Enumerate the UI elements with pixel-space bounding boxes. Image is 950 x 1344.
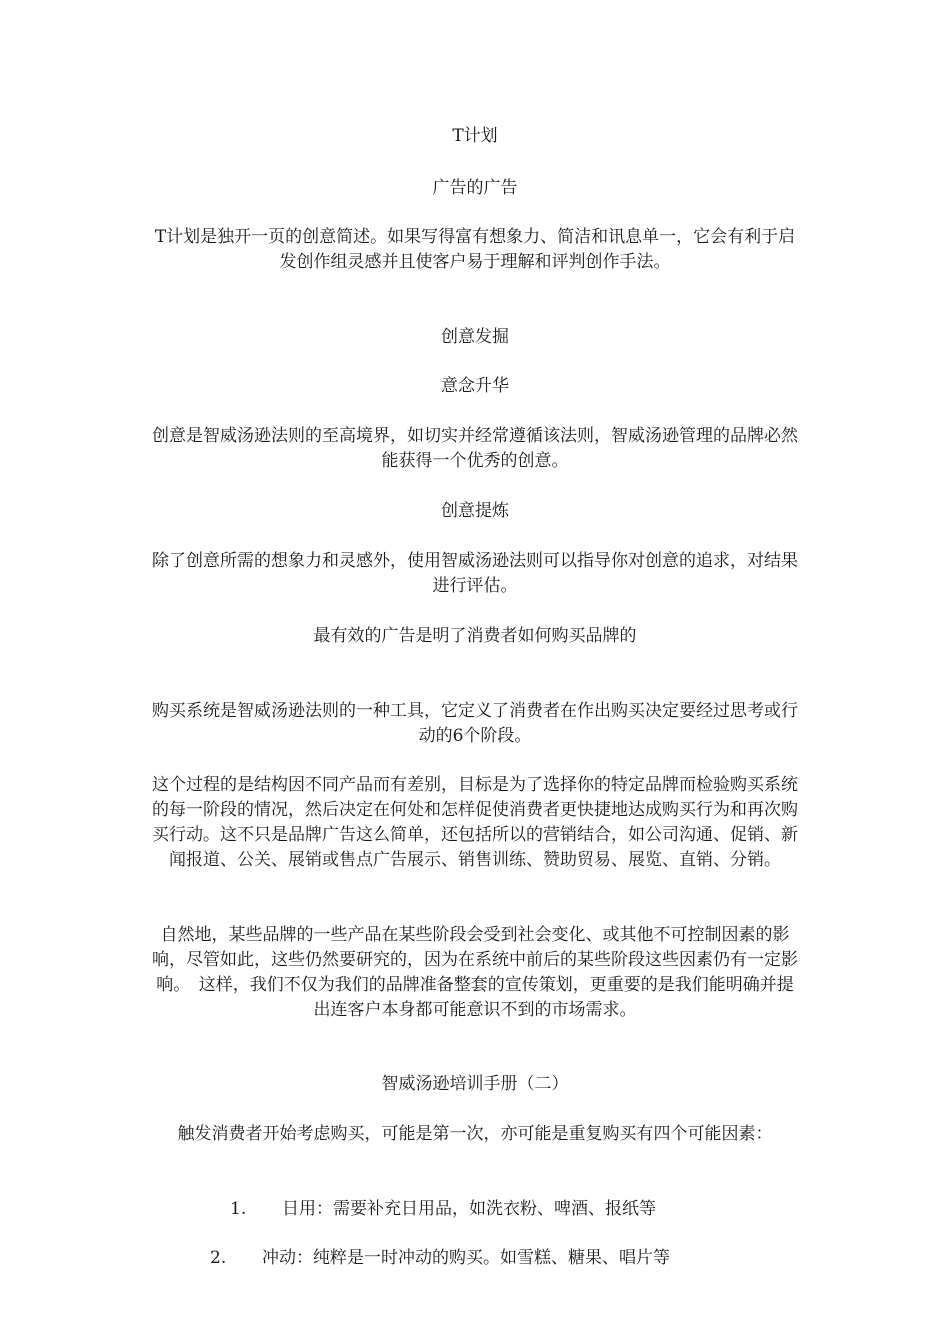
list-number: 1.	[230, 1199, 247, 1219]
intro-paragraph: T计划是独开一页的创意简述。如果写得富有想象力、简洁和讯息单一，它会有利于启发创作组灵感并且使客户易于理解和评判创作手法。	[154, 227, 796, 272]
paragraph-refine: 除了创意所需的想象力和灵感外，使用智威汤逊法则可以指导你对创意的追求，对结果进行评估。	[152, 551, 798, 596]
heading-creative-refine: 创意提炼	[441, 501, 509, 521]
doc-subtitle: 广告的广告	[432, 178, 518, 198]
paragraph-buying-system: 购买系统是智威汤逊法则的一种工具，它定义了消费者在作出购买决定要经过思考或行动的6个阶段。	[152, 701, 798, 746]
paragraph-creative: 创意是智威汤逊法则的至高境界，如切实并经常遵循该法则，智威汤逊管理的品牌必然能获得一个优秀的创意。	[152, 426, 798, 471]
heading-creative-discovery: 创意发掘	[441, 327, 509, 347]
paragraph-process: 这个过程的是结构因不同产品而有差别，目标是为了选择你的特定品牌而检验购买系统的每一阶段的情况，然后决定在何处和怎样促使消费者更快捷地达成购买行为和再次购买行动。这不只是品牌广告这么简单，还包括所以的营销结合，如公司沟通、促销、新闻报道、公关、展销或售点广告展示、销售训练、赞助贸易、展览、直销、分销。	[152, 775, 798, 870]
paragraph-triggers: 触发消费者开始考虑购买，可能是第一次，亦可能是重复购买有四个可能因素：	[177, 1124, 773, 1144]
heading-idea-sublimation: 意念升华	[441, 376, 509, 396]
doc-title: T计划	[452, 126, 498, 146]
list-item	[230, 1197, 656, 1222]
list-text: 日用：需要补充日用品，如洗衣粉、啤酒、报纸等	[282, 1199, 656, 1219]
heading-effective-ads: 最有效的广告是明了消费者如何购买品牌的	[313, 626, 637, 646]
list-item	[210, 1246, 670, 1271]
list-number: 2.	[210, 1248, 227, 1268]
list-text: 冲动：纯粹是一时冲动的购买。如雪糕、糖果、唱片等	[262, 1248, 670, 1268]
paragraph-naturally: 自然地，某些品牌的一些产品在某些阶段会受到社会变化、或其他不可控制因素的影响，尽管如此，这些仍然要研究的，因为在系统中前后的某些阶段这些因素仍有一定影响。 这样，我们不仅为我们的品牌准备整套的宣传策划，更重要的是我们能明确并提出连客户本身都可能意识不到的市场需求。	[152, 925, 798, 1020]
heading-training-manual: 智威汤逊培训手册（二）	[381, 1074, 569, 1094]
